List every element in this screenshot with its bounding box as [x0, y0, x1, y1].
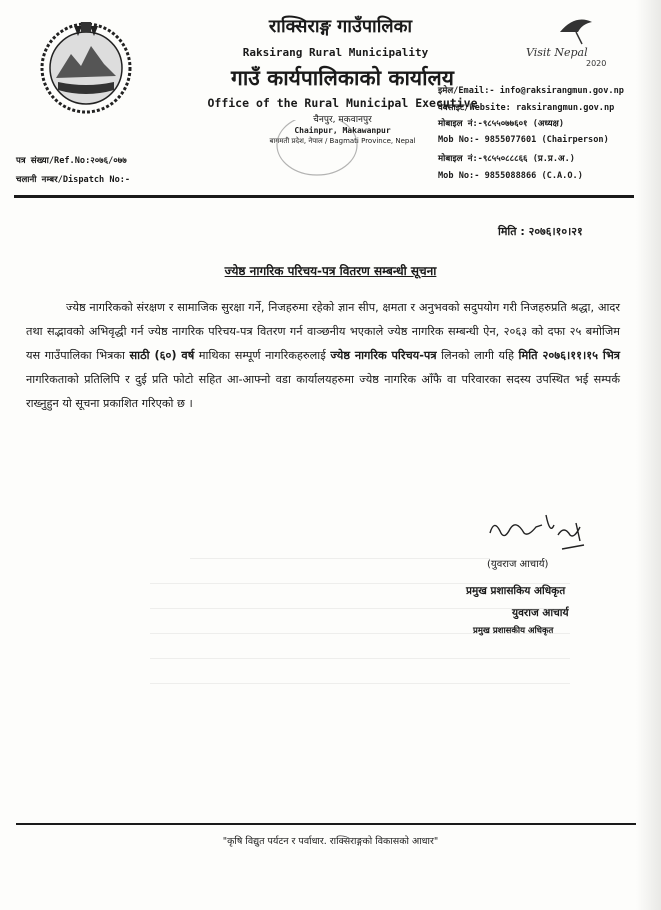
office-name-nepali: गाउँ कार्यपालिकाको कार्यालय — [231, 66, 454, 90]
address-english: Chainpur, Makawanpur — [294, 126, 391, 135]
dispatch-number: चलानी नम्बर/Dispatch No:- — [16, 175, 131, 185]
body-deadline-bold: मिति २०७६।११।१५ भित्र — [518, 349, 621, 362]
municipality-name-english: Raksirang Rural Municipality — [242, 46, 429, 59]
body-text-2: माथिका सम्पूर्ण नागरिकहरुलाई — [194, 349, 331, 362]
notice-paragraph — [26, 296, 620, 416]
visit-nepal-logo — [520, 10, 630, 70]
contact-mobile-np-cao: मोबाइल नं:-९८५५०८८८६६ (प्र.प्र.अ.) — [438, 154, 575, 164]
signatory-stamp-name: युवराज आचार्य — [512, 607, 569, 619]
signatory-title: प्रमुख प्रशासकिय अधिकृत — [466, 585, 566, 597]
page-edge-shadow — [636, 0, 661, 910]
body-text-4: नागरिकताको प्रतिलिपि र दुई प्रति फोटो सहित आ-आफ्नो वडा कार्यालयहरुमा ज्येष्ठ नागरिक आँफै वा परिवारका सदस्य उपस्थित भई सम्पर्क राख्नुहुन यो सूचना प्रकाशित गरिएको छ । — [26, 373, 620, 410]
office-stamp — [262, 120, 372, 180]
contact-mobile-en-chair: Mob No:- 9855077601 (Chairperson) — [438, 135, 609, 145]
notice-body — [26, 296, 620, 416]
office-name-english: Office of the Rural Municipal Executive — [207, 96, 478, 110]
contact-website: वेबसाइट/Website: raksirangmun.gov.np — [438, 103, 615, 113]
visit-nepal-year: 2020 — [586, 59, 607, 68]
province-address: बागमती प्रदेश, नेपाल / Bagmati Province, Nepal — [269, 137, 416, 145]
municipality-name-nepali: राक्सिराङ्ग गाउँपालिका — [268, 16, 413, 37]
reference-number: पत्र संख्या/Ref.No:२०७६/०७७ — [16, 156, 127, 166]
footer-divider — [16, 823, 636, 825]
letter-date: मिति : २०७६।१०।२१ — [498, 225, 583, 238]
signatory-name: (युवराज आचार्य) — [487, 559, 549, 570]
notice-subject: ज्येष्ठ नागरिक परिचय-पत्र वितरण सम्बन्धी सूचना — [224, 264, 437, 278]
body-text-1: ज्येष्ठ नागरिकको संरक्षण र सामाजिक सुरक्षा गर्ने, निजहरुमा रहेको ज्ञान सीप, क्षमता र अनुभवको सदुपयोग गरी निजहरुप्रति श्रद्धा, आदर तथा सद्भावको अभिवृद्धी गर्न ज्येष्ठ नागरिक परिचय-पत्र वितरण गर्न वाञ्छनीय भएकाले ज्येष्ठ नागरिक सम्बन्धी ऐन, २०६३ को दफा २५ बमोजिम यस गाउँपालिका भित्रका — [26, 301, 620, 362]
visit-nepal-text: Visit Nepal — [526, 46, 588, 59]
footer-slogan: "कृषि विद्युत पर्यटन र पर्वाधार. राक्सिराङ्गको विकासको आधार" — [222, 836, 439, 847]
body-age-bold: साठी (६०) वर्ष — [129, 349, 195, 362]
bleed-through-text — [150, 546, 590, 746]
signatory-stamp-title: प्रमुख प्रशासकीय अधिकृत — [473, 626, 554, 636]
contact-mobile-en-cao: Mob No:- 9855088866 (C.A.O.) — [438, 171, 583, 181]
header-divider — [14, 195, 634, 198]
address-nepali: चैनपुर, मकवानपुर — [313, 115, 372, 125]
body-text-3: लिनको लागी यहि — [436, 349, 519, 362]
contact-email: इमेल/Email:- info@raksirangmun.gov.np — [438, 86, 624, 96]
body-card-bold: ज्येष्ठ नागरिक परिचय-पत्र — [330, 349, 437, 362]
contact-mobile-np-chair: मोबाइल नं:-९८५५०७७६०१ (अध्यक्ष) — [438, 119, 564, 129]
